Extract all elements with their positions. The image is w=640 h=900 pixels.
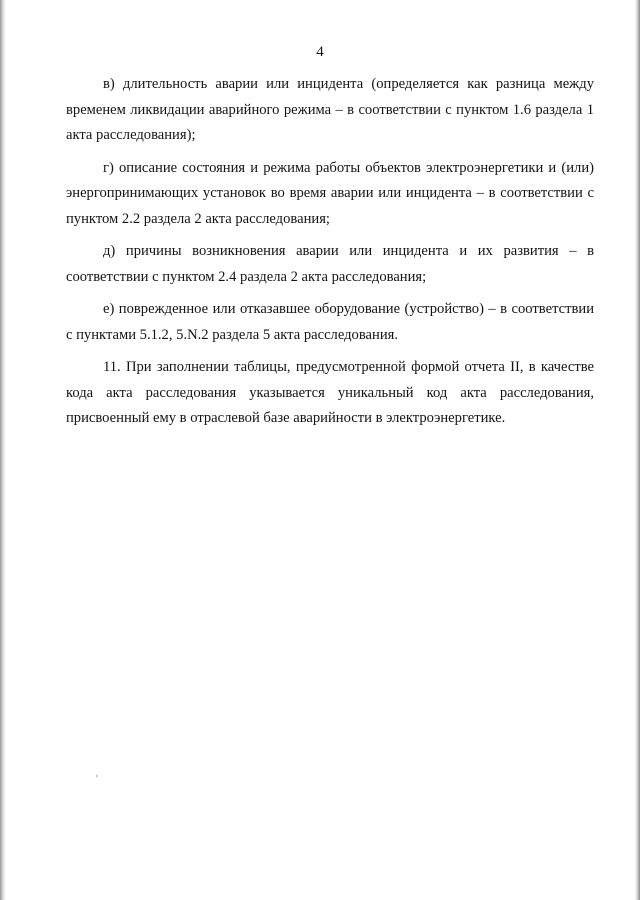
paragraph-11: 11. При заполнении таблицы, предусмотренной формой отчета II, в качестве кода акта расследования указывается уникальный код акта расследования, присвоенный ему в отраслевой базе аварийности в электроэнергетике. bbox=[66, 359, 594, 426]
paragraph-d: д) причины возникновения аварии или инцидента и их развития – в соответствии с пунктом 2.4 раздела 2 акта расследования; bbox=[66, 243, 594, 285]
scan-edge-left bbox=[0, 0, 6, 900]
paragraph-v: в) длительность аварии или инцидента (определяется как разница между временем ликвидации аварийного режима – в соответствии с пунктом 1.6 раздела 1 акта расследования); bbox=[66, 76, 594, 143]
document-body bbox=[66, 72, 594, 439]
paragraph-g: г) описание состояния и режима работы объектов электроэнергетики и (или) энергопринимающих установок во время аварии или инцидента – в соответствии с пунктом 2.2 раздела 2 акта расследования; bbox=[66, 159, 594, 227]
scan-speck bbox=[96, 775, 98, 777]
page-number: 4 bbox=[316, 44, 324, 60]
scan-edge-right bbox=[635, 0, 640, 900]
paragraph-e: е) поврежденное или отказавшее оборудование (устройство) – в соответствии с пунктами 5.1.2, 5.N.2 раздела 5 акта расследования. bbox=[66, 301, 594, 343]
